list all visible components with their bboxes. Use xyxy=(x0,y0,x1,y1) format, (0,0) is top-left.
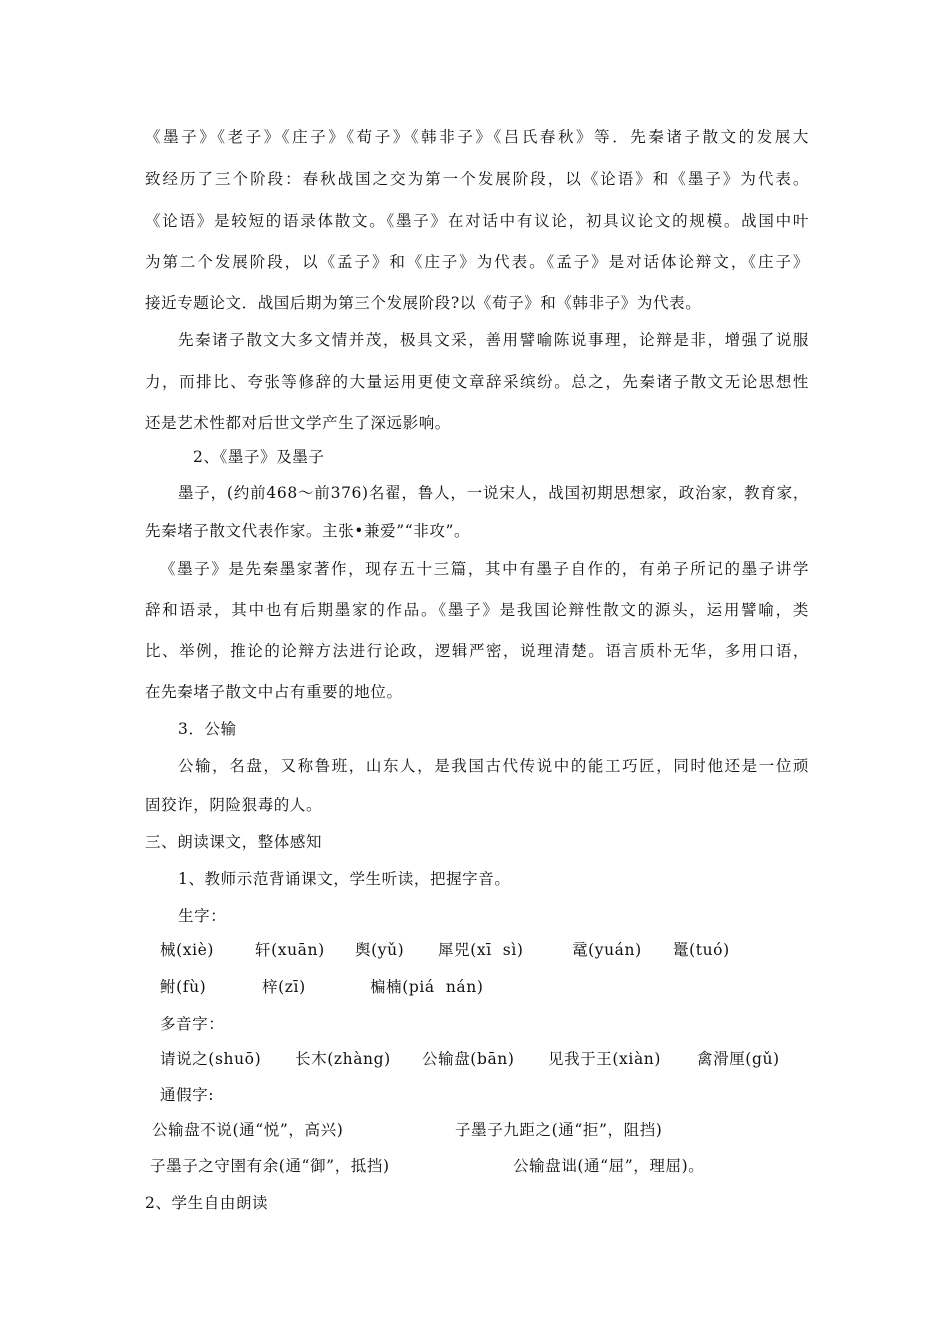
vocab-item: 公输盘不说(通“悦”，高兴) xyxy=(152,1121,344,1139)
vocab-item: 请说之(shuō) xyxy=(160,1050,262,1068)
body-line: 还是艺术性都对后世文学产生了深远影响。 xyxy=(145,414,451,432)
new-chars-label: 生字： xyxy=(178,907,227,925)
vocab-item: 轩(xuān) xyxy=(255,941,325,959)
step-line: 1、教师示范背诵课文，学生听读，把握字音。 xyxy=(178,870,511,888)
vocab-item: 长木(zhàng) xyxy=(295,1050,391,1068)
body-line: 力，而排比、夸张等修辞的大量运用更使文章辞采缤纷。总之，先秦诸子散文无论思想性 xyxy=(145,373,809,391)
vocab-item: 鼋(yuán) xyxy=(572,941,642,959)
section-heading: 3．公输 xyxy=(178,720,237,738)
vocab-item: 子墨子之守圉有余(通“御”，抵挡) xyxy=(150,1157,390,1175)
vocab-item: 械(xiè) xyxy=(160,941,215,959)
body-line: 先秦诸子散文大多文情并茂，极具文采，善用譬喻陈说事理，论辩是非，增强了说服 xyxy=(178,331,809,349)
body-line: 公输，名盘，又称鲁班，山东人，是我国古代传说中的能工巧匠，同时他还是一位顽 xyxy=(178,757,809,775)
vocab-item: 楄楠(piá nán) xyxy=(370,978,484,996)
tongjia-label: 通假字: xyxy=(160,1086,215,1104)
body-line: 固狡诈，阴险狠毒的人。 xyxy=(145,796,323,814)
poly-label: 多音字： xyxy=(160,1015,225,1033)
vocab-item: 鲋(fù) xyxy=(160,978,207,996)
body-line: 比、举例，推论的论辩方法进行论政，逻辑严密，说理清楚。语言质朴无华，多用口语， xyxy=(145,642,809,660)
vocab-item: 梓(zī) xyxy=(262,978,306,996)
vocab-item: 见我于王(xiàn) xyxy=(548,1050,662,1068)
vocab-item: 公输盘(bān) xyxy=(422,1050,515,1068)
body-line: 墨子，(约前468～前376)名翟，鲁人，一说宋人，战国初期思想家，政治家，教育家， xyxy=(178,484,809,502)
body-line: 辞和语录，其中也有后期墨家的作品。《墨子》是我国论辩性散文的源头，运用譬喻，类 xyxy=(145,601,809,619)
vocab-item: 子墨子九距之(通“拒”，阻挡) xyxy=(455,1121,663,1139)
vocab-item: 公输盘诎(通“屈”，理屈)。 xyxy=(513,1157,705,1175)
vocab-item: 舆(yǔ) xyxy=(355,941,405,959)
section-title: 三、朗读课文，整体感知 xyxy=(145,833,323,851)
body-line: 先秦堵子散文代表作家。主张•兼爱”“非攻”。 xyxy=(145,522,471,540)
body-line: 《论语》是较短的语录体散文。《墨子》在对话中有议论，初具议论文的规模。战国中叶 xyxy=(145,212,809,230)
vocab-item: 鼍(tuó) xyxy=(673,941,730,959)
body-line: 《墨子》是先秦墨家著作，现存五十三篇，其中有墨子自作的，有弟子所记的墨子讲学 xyxy=(160,560,809,578)
body-line: 接近专题论文．战国后期为第三个发展阶段?以《荀子》和《韩非子》为代表。 xyxy=(145,294,702,312)
vocab-item: 禽滑厘(gǔ) xyxy=(697,1050,780,1068)
body-line: 在先秦堵子散文中占有重要的地位。 xyxy=(145,683,403,701)
vocab-item: 犀兕(xī sì) xyxy=(438,941,524,959)
section-heading: 2、《墨子》及墨子 xyxy=(193,448,325,466)
step-line: 2、学生自由朗读 xyxy=(145,1194,269,1212)
body-line: 为第二个发展阶段，以《孟子》和《庄子》为代表。《孟子》是对话体论辩文，《庄子》 xyxy=(145,253,809,271)
body-line: 《墨子》《老子》《庄子》《荀子》《韩非子》《吕氏春秋》等．先秦诸子散文的发展大 xyxy=(145,128,809,146)
body-line: 致经历了三个阶段：春秋战国之交为第一个发展阶段，以《论语》和《墨子》为代表。 xyxy=(145,170,809,188)
